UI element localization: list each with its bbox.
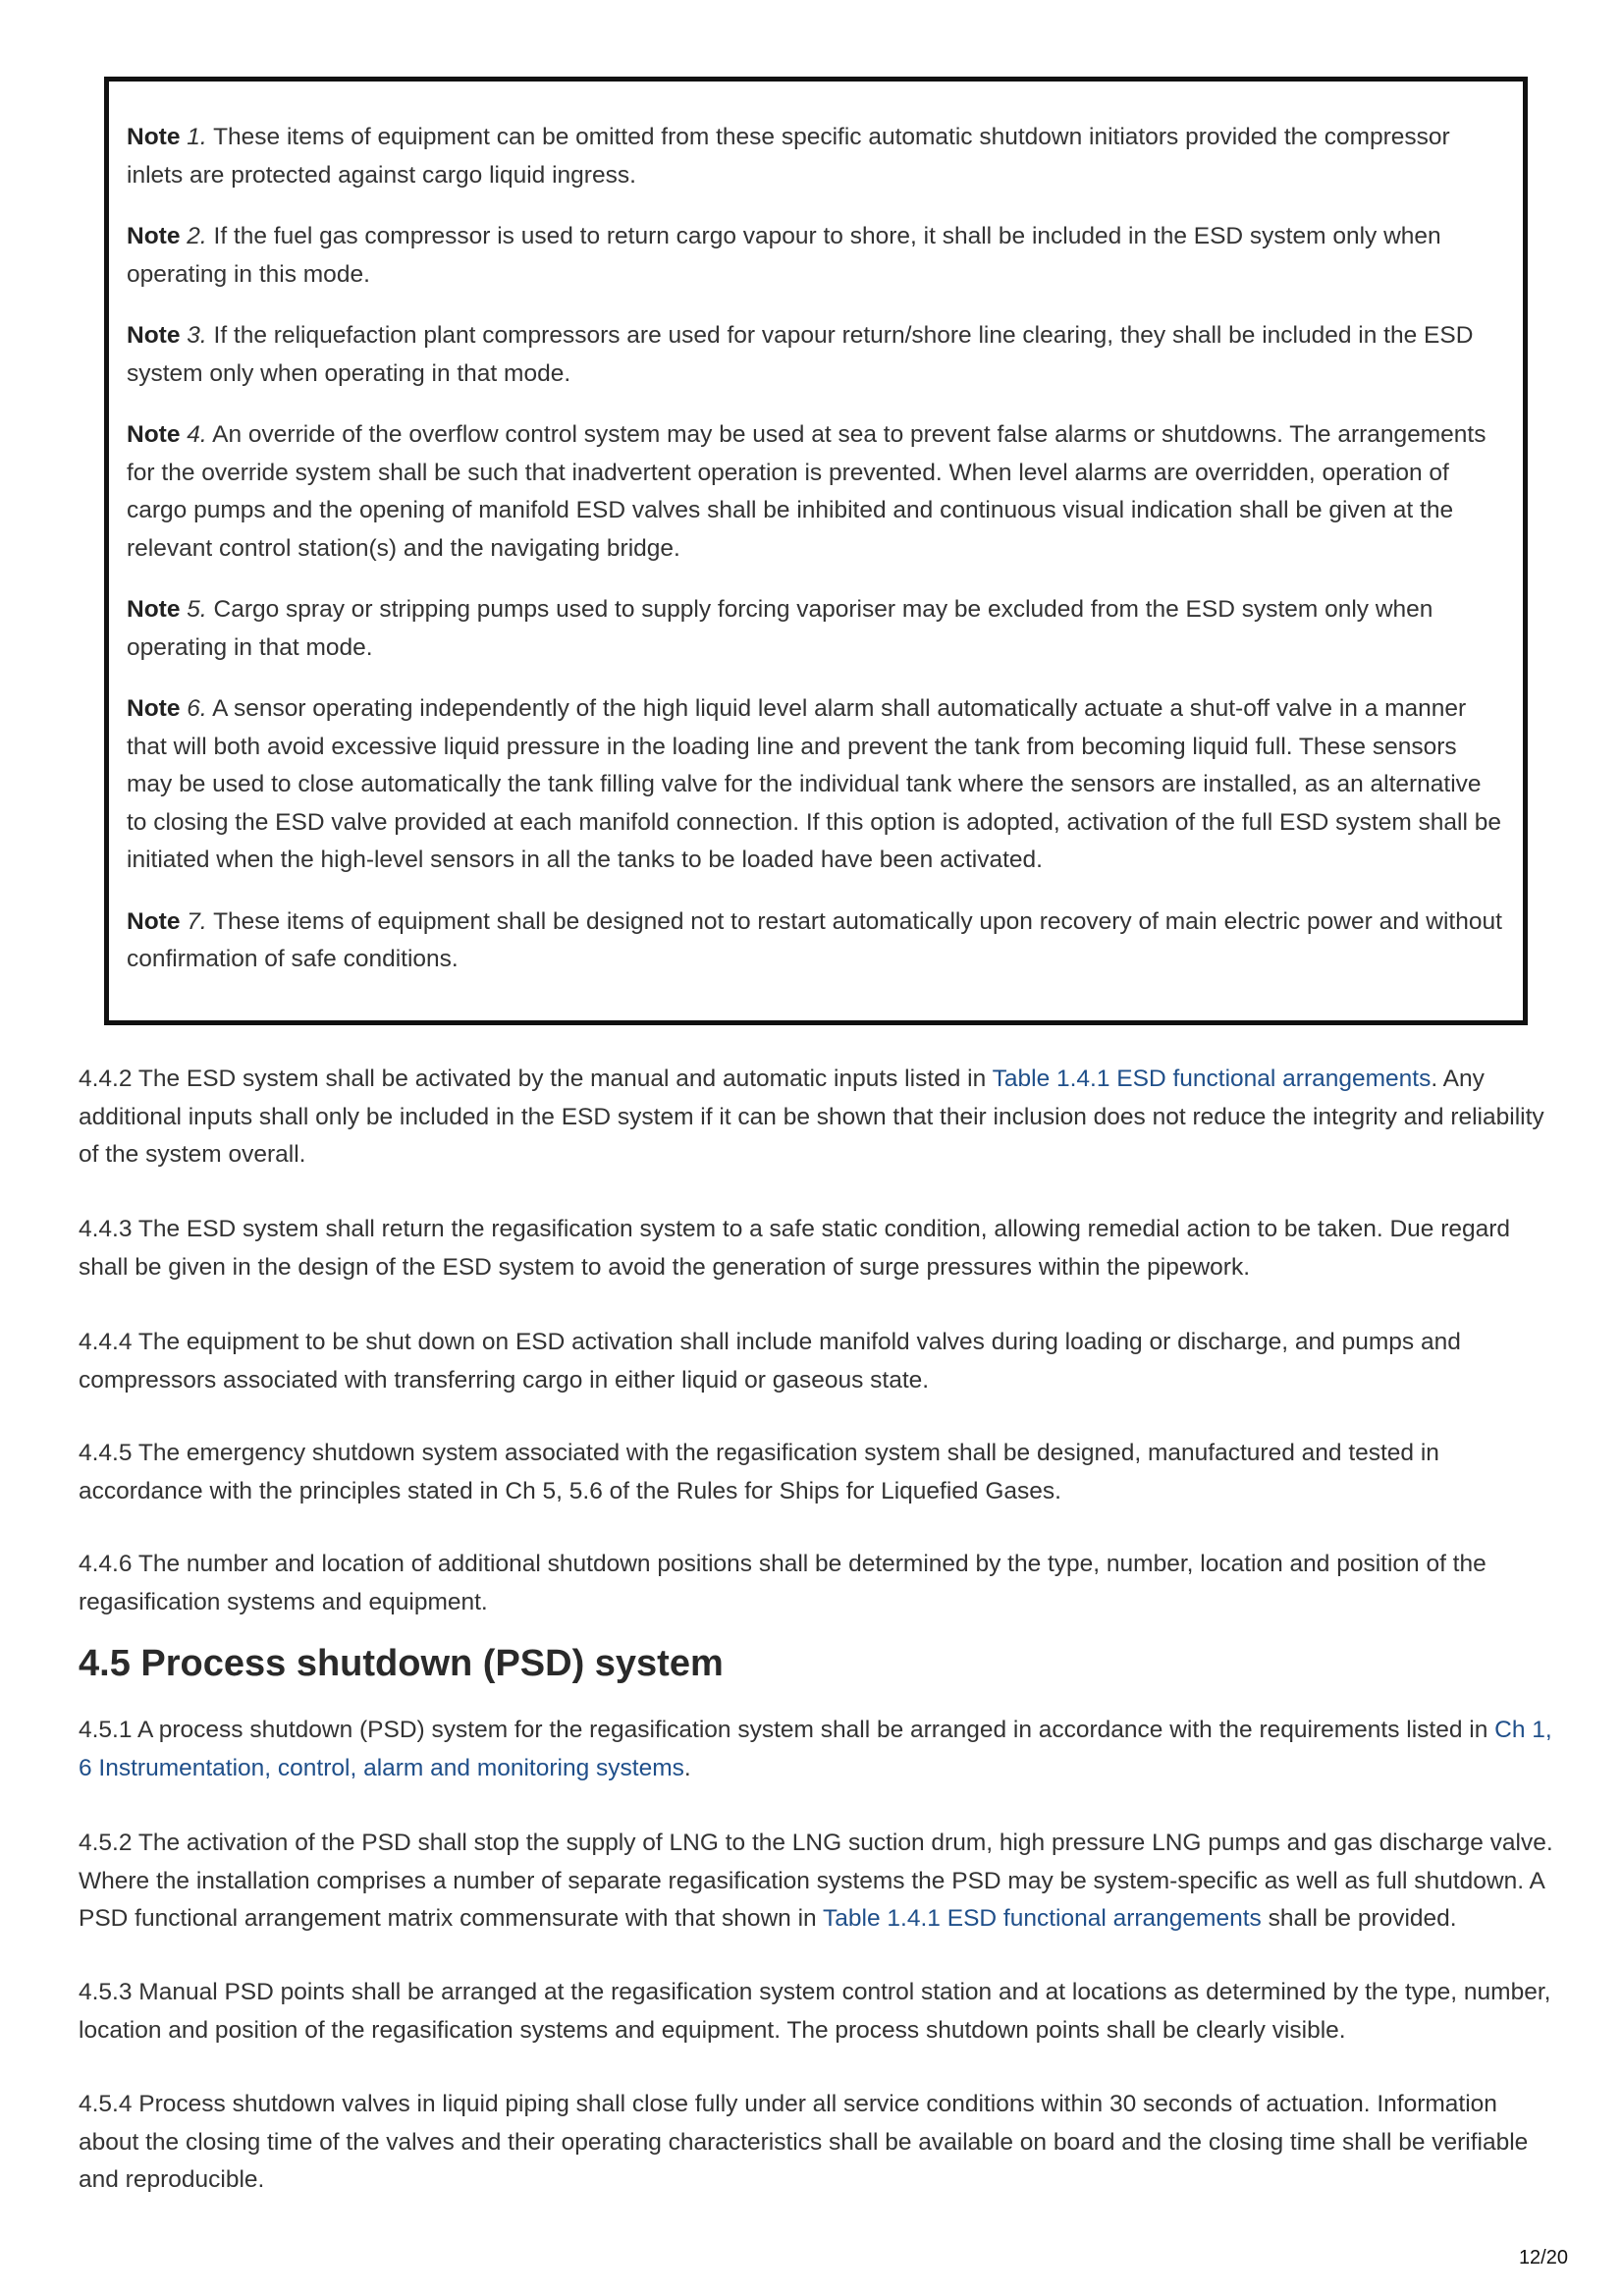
note-label: Note — [127, 223, 181, 249]
paragraph-4-4-2 — [79, 1061, 1556, 1175]
note-6 — [127, 690, 1507, 880]
note-7 — [127, 903, 1507, 979]
paragraph-4-4-5 — [79, 1435, 1556, 1510]
paragraph-4-4-6 — [79, 1546, 1556, 1621]
note-label: Note — [127, 695, 181, 722]
paragraph-text: 4.5.2 The activation of the PSD shall stop the supply of LNG to the LNG suction drum, high pressure LNG pumps and gas discharge valve. Where the installation comprises a number of separate regasification systems the PSD may be system-specific as well as full shutdown. A PSD functional arrangement matrix commensurate with that shown in — [79, 1830, 1553, 1932]
paragraph-text: 4.4.4 The equipment to be shut down on ESD activation shall include manifold valves during loading or discharge, and pumps and compressors associated with transferring cargo in either liquid or gaseous state. — [79, 1329, 1461, 1394]
paragraph-text: . — [683, 1754, 691, 1781]
notes-box — [104, 77, 1528, 1025]
note-text: Cargo spray or stripping pumps used to supply forcing vaporiser may be excluded from the ESD system only when operating in that mode. — [127, 596, 1433, 661]
note-number: 5. — [187, 596, 207, 623]
note-3 — [127, 317, 1507, 393]
paragraph-text: 4.4.3 The ESD system shall return the regasification system to a safe static condition, allowing remedial action to be taken. Due regard shall be given in the design of the ESD system to avoid the generation of surge pressures within the pipework. — [79, 1216, 1511, 1281]
note-text: These items of equipment shall be designed not to restart automatically upon recovery of main electric power and without confirmation of safe conditions. — [127, 907, 1502, 972]
note-5 — [127, 591, 1507, 667]
paragraph-text: 4.4.6 The number and location of additional shutdown positions shall be determined by the type, number, location and position of the regasification systems and equipment. — [79, 1551, 1487, 1615]
note-label: Note — [127, 124, 181, 150]
note-number: 3. — [187, 322, 207, 349]
paragraph-4-5-3 — [79, 1974, 1556, 2050]
table-1-4-1-link[interactable]: Table 1.4.1 ESD functional arrangements — [823, 1905, 1262, 1932]
note-label: Note — [127, 421, 181, 448]
note-label: Note — [127, 322, 181, 349]
paragraph-text: 4.4.5 The emergency shutdown system associated with the regasification system shall be designed, manufactured and tested in accordance with the principles stated in Ch 5, 5.6 of the Rules for Ships for Liquefied Gases. — [79, 1440, 1439, 1504]
note-text: If the fuel gas compressor is used to return cargo vapour to shore, it shall be included in the ESD system only when operating in this mode. — [127, 223, 1441, 288]
note-4 — [127, 416, 1507, 568]
note-label: Note — [127, 907, 181, 935]
note-text: If the reliquefaction plant compressors are used for vapour return/shore line clearing, they shall be included in the ESD system only when operating in that mode. — [127, 322, 1474, 387]
section-heading-4-5 — [79, 1641, 1556, 1686]
ch1-6-link[interactable]: Ch 1, 6 Instrumentation, control, alarm and monitoring systems — [79, 1717, 1552, 1781]
note-number: 4. — [187, 421, 207, 448]
note-number: 2. — [187, 223, 207, 249]
note-2 — [127, 218, 1507, 294]
paragraph-text: 4.4.2 The ESD system shall be activated by the manual and automatic inputs listed in — [79, 1066, 993, 1092]
paragraph-4-4-4 — [79, 1324, 1556, 1399]
paragraph-text: shall be provided. — [1261, 1905, 1457, 1932]
note-number: 6. — [187, 695, 207, 722]
note-text: A sensor operating independently of the high liquid level alarm shall automatically actuate a shut-off valve in a manner that will both avoid excessive liquid pressure in the loading line and prevent the tank from becoming liquid full. These sensors may be used to close automatically the tank filling valve for the individual tank where the sensors are installed, as an alternative to closing the ESD valve provided at each manifold connection. If this option is adopted, activation of the full ESD system shall be initiated when the high-level sensors in all the tanks to be loaded have been activated. — [127, 695, 1502, 873]
paragraph-text: 4.5.4 Process shutdown valves in liquid piping shall close fully under all service conditions within 30 seconds of actuation. Information about the closing time of the valves and their operating characteristics shall be available on board and the closing time shall be verifiable and reproducible. — [79, 2091, 1529, 2193]
paragraph-4-4-3 — [79, 1211, 1556, 1286]
paragraph-4-5-2 — [79, 1825, 1556, 1939]
page-number: 12/20 — [1518, 2247, 1568, 2269]
paragraph-text: 4.5.1 A process shutdown (PSD) system for the regasification system shall be arranged in accordance with the requirements listed in — [79, 1717, 1495, 1743]
note-number: 7. — [187, 907, 207, 935]
paragraph-4-5-4 — [79, 2086, 1556, 2200]
paragraph-text: . Any additional inputs shall only be included in the ESD system if it can be shown that their inclusion does not reduce the integrity and reliability of the system overall. — [79, 1066, 1544, 1168]
paragraph-4-5-1 — [79, 1712, 1556, 1787]
note-number: 1. — [187, 124, 207, 150]
note-text: An override of the overflow control system may be used at sea to prevent false alarms or shutdowns. The arrangements for the override system shall be such that inadvertent operation is prevented. When level alarms are overridden, operation of cargo pumps and the opening of manifold ESD valves shall be inhibited and continuous visual indication shall be given at the relevant control station(s) and the navigating bridge. — [127, 421, 1487, 562]
note-label: Note — [127, 596, 181, 623]
paragraph-text: 4.5.3 Manual PSD points shall be arranged at the regasification system control station and at locations as determined by the type, number, location and position of the regasification systems and equipment. The process shutdown points shall be clearly visible. — [79, 1979, 1551, 2044]
note-text: These items of equipment can be omitted from these specific automatic shutdown initiators provided the compressor inlets are protected against cargo liquid ingress. — [127, 124, 1450, 189]
note-1 — [127, 119, 1507, 194]
section-heading: 4.5 Process shutdown (PSD) system — [79, 1643, 724, 1684]
table-1-4-1-link[interactable]: Table 1.4.1 ESD functional arrangements — [992, 1066, 1432, 1092]
